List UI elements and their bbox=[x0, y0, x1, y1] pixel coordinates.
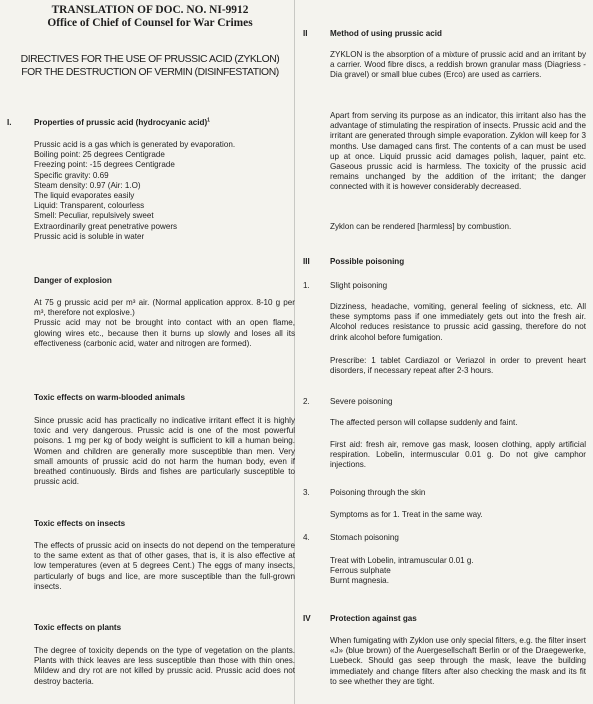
paragraph: The effects of prussic acid on insects do not depend on the temperature to the same extent as that of other gases, that is, it is also effective at low temperatures (even at 5 degrees Cent.) The eggs of many insects, particularly of bugs and lice, are more susceptible than the full-grown insects. bbox=[34, 541, 295, 591]
section-heading bbox=[34, 118, 210, 128]
paragraph: At 75 g prussic acid per m³ air. (Normal application approx. 8-10 g per m³, therefore not explosive.) Prussic acid may not be brought into contact with an open flame, glowing wires etc., because then it burns up slowly and loses all its effectiveness (carbonic acid, water and nitrogen are formed). bbox=[34, 298, 295, 348]
paragraph: First aid: fresh air, remove gas mask, loosen clothing, apply artificial respiration. Lobelin, intermuscular 0.01 g. Do not give camphor injections. bbox=[330, 440, 586, 470]
paragraph: When fumigating with Zyklon use only special filters, e.g. the filter insert «J» (blue brown) of the Auergesellschaft Berlin or of the Draegewerke, Luebeck. Should gas seep through the mask, leave the building immediately and change filters after also checking the mask and its fit to see whether they are tight. bbox=[330, 636, 586, 686]
paragraph: Apart from serving its purpose as an indicator, this irritant also has the advantage of stimulating the respiration of insects. Prussic acid and the irritant are generated through simple evaporation. Zyklon will keep for 3 months. Use damaged cans first. The contents of a can must be used up at once. Liquid prussic acid damages polish, laquer, paint etc. Gaseous prussic acid is harmless. The toxicity of the prussic acid remains unchanged by the addition of the irritant; the danger connected with it is however considerably decreased. bbox=[330, 111, 586, 192]
section-number: II bbox=[303, 29, 308, 38]
section-number: III bbox=[303, 257, 310, 266]
paragraph: Treat with Lobelin, intramuscular 0.01 g. Ferrous sulphate Burnt magnesia. bbox=[330, 556, 474, 586]
item-heading: Poisoning through the skin bbox=[330, 488, 426, 497]
section-heading: Method of using prussic acid bbox=[330, 29, 442, 38]
subsection-heading: Danger of explosion bbox=[34, 276, 112, 285]
subsection-heading: Toxic effects on insects bbox=[34, 519, 126, 528]
section-number: IV bbox=[303, 614, 311, 623]
item-heading: Slight poisoning bbox=[330, 281, 388, 290]
subsection-heading: Toxic effects on warm-blooded animals bbox=[34, 393, 185, 402]
item-number: 3. bbox=[303, 488, 310, 497]
paragraph: Zyklon can be rendered [harmless] by combustion. bbox=[330, 222, 512, 231]
section-heading: Possible poisoning bbox=[330, 257, 405, 266]
paragraph: The affected person will collapse suddenly and faint. bbox=[330, 418, 518, 427]
item-heading: Stomach poisoning bbox=[330, 533, 399, 542]
paragraph: Prescribe: 1 tablet Cardiazol or Veriazol in order to prevent heart disorders, if necessary repeat after 2-3 hours. bbox=[330, 356, 586, 376]
paragraph: Since prussic acid has practically no indicative irritant effect it is highly toxic and very dangerous. Prussic acid is one of the most powerful poisons. 1 mg per kg of body weight is sufficient to kill a human being. Women and children are generally more susceptible than men. Very small amounts of prussic acid do not harm the human body, even if breathed continuously. Birds and fishes are particularly susceptible to prussic acid. bbox=[34, 416, 295, 487]
footnote-mark: 1 bbox=[207, 117, 210, 124]
item-number: 2. bbox=[303, 397, 310, 406]
document-title-line2: Office of Chief of Counsel for War Crimes bbox=[47, 17, 253, 29]
directive-title-line2: FOR THE DESTRUCTION OF VERMIN (DISINFESTATION) bbox=[21, 67, 279, 78]
subsection-heading: Toxic effects on plants bbox=[34, 623, 122, 632]
document-title-line1: TRANSLATION OF DOC. NO. NI-9912 bbox=[51, 4, 249, 16]
paragraph: The degree of toxicity depends on the type of vegetation on the plants. Plants with thick leaves are less susceptible than those with thin ones. Mildew and dry rot are not killed by prussic acid. Prussic acid does not destroy bacteria. bbox=[34, 646, 295, 686]
item-number: 1. bbox=[303, 281, 310, 290]
item-heading: Severe poisoning bbox=[330, 397, 393, 406]
section-number: I. bbox=[7, 118, 12, 127]
paragraph: Symptoms as for 1. Treat in the same way. bbox=[330, 510, 483, 519]
column-divider bbox=[294, 0, 295, 704]
section-heading: Protection against gas bbox=[330, 614, 417, 623]
properties-list: Prussic acid is a gas which is generated by evaporation. Boiling point: 25 degrees Centigrade Freezing point: -15 degrees Centigrade Specific gravity: 0.69 Steam density: 0.97 (Air: 1.O) The liquid evaporates easily Liquid: Transparent, colourless Smell: Peculiar, repulsively sweet Extraordinarily great penetrative powers Prussic acid is soluble in water bbox=[34, 140, 236, 241]
paragraph: Dizziness, headache, vomiting, general feeling of sickness, etc. All these symptoms pass if one immediately gets out into the fresh air. Alcohol reduces resistance to prussic acid gassing, therefore do not drink alcohol before fumigation. bbox=[330, 302, 586, 342]
directive-title-line1: DIRECTIVES FOR THE USE OF PRUSSIC ACID (ZYKLON) bbox=[20, 54, 280, 65]
paragraph: ZYKLON is the absorption of a mixture of prussic acid and an irritant by a carrier. Wood fibre discs, a reddish brown granular mass (Diagriess - Dia gravel) or small blue cubes (Erco) are used as carriers. bbox=[330, 50, 586, 80]
section-heading-text: Properties of prussic acid (hydrocyanic acid) bbox=[34, 118, 208, 127]
item-number: 4. bbox=[303, 533, 310, 542]
